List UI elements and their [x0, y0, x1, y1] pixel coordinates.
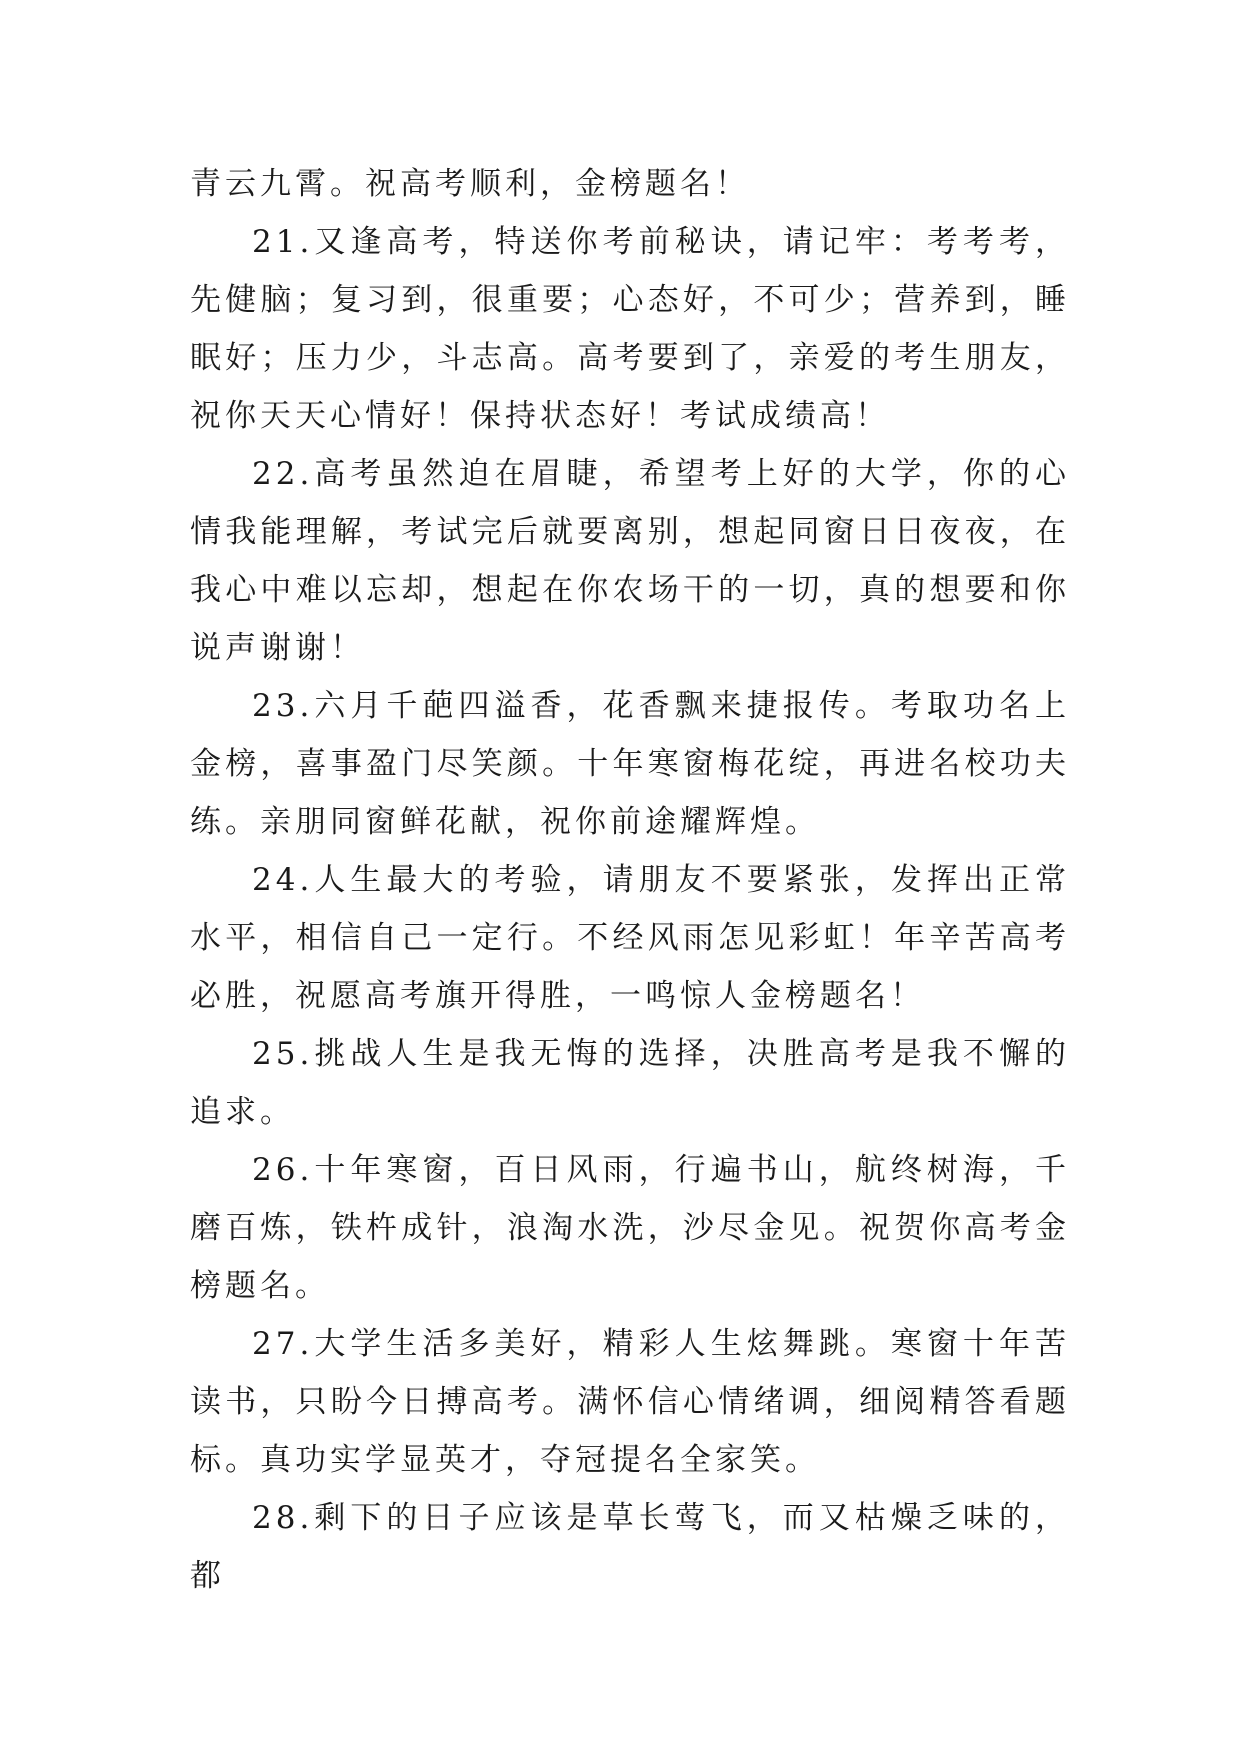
paragraph-21: 21.又逢高考，特送你考前秘诀，请记牢：考考考，先健脑；复习到，很重要；心态好，不可少；营养到，睡眠好；压力少，斗志高。高考要到了，亲爱的考生朋友，祝你天天心情好！保持状态好！考试成绩高！: [190, 224, 1070, 434]
paragraph-22: 22.高考虽然迫在眉睫，希望考上好的大学，你的心情我能理解，考试完后就要离别，想起同窗日日夜夜，在我心中难以忘却，想起在你农场干的一切，真的想要和你说声谢谢！: [190, 456, 1070, 666]
paragraph-23: 23.六月千葩四溢香，花香飘来捷报传。考取功名上金榜，喜事盈门尽笑颜。十年寒窗梅花绽，再进名校功夫练。亲朋同窗鲜花献，祝你前途耀辉煌。: [190, 688, 1070, 840]
paragraph-27: 27.大学生活多美好，精彩人生炫舞跳。寒窗十年苦读书，只盼今日搏高考。满怀信心情绪调，细阅精答看题标。真功实学显英才，夺冠提名全家笑。: [190, 1326, 1070, 1478]
body-text: [190, 155, 1070, 1605]
paragraph-28: 28.剩下的日子应该是草长莺飞，而又枯燥乏味的，都: [190, 1500, 1070, 1594]
paragraph-20-end: 青云九霄。祝高考顺利，金榜题名！: [190, 166, 750, 202]
paragraph-25: 25.挑战人生是我无悔的选择，决胜高考是我不懈的追求。: [190, 1036, 1070, 1130]
paragraph-26: 26.十年寒窗，百日风雨，行遍书山，航终树海，千磨百炼，铁杵成针，浪淘水洗，沙尽金见。祝贺你高考金榜题名。: [190, 1152, 1070, 1304]
paragraph-24: 24.人生最大的考验，请朋友不要紧张，发挥出正常水平，相信自己一定行。不经风雨怎见彩虹！年辛苦高考必胜，祝愿高考旗开得胜，一鸣惊人金榜题名！: [190, 862, 1070, 1014]
